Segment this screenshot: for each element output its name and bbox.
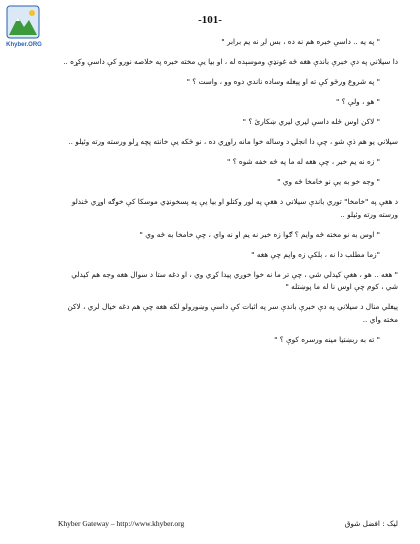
paragraph: دا سيلاني په دې خبرې باندې هغه څه غونډې وموسېده له ، او بيا يې مخته خبره په خلاصه نورو کې داسې وکړه ..: [63, 57, 398, 66]
paragraph: " لاکن اوس ځله داسې ليري ليري ښکارئ ؟ ": [242, 117, 380, 126]
paragraph: " اوس به نو مخته څه وايم ؟ ګوا زه خبر نه يم او نه واي ، چې خامخا به څه وي ": [139, 229, 380, 239]
body-text: [58, 36, 398, 354]
footer-website: Khyber Gateway – http://www.khyber.org: [58, 519, 185, 528]
paragraph: " هو ، ولې ؟ ": [336, 97, 380, 106]
footer-author: ليک : افضل شوق: [344, 519, 398, 528]
logo-caption: Khyber.ORG: [6, 42, 42, 48]
page-number: -101-: [198, 14, 222, 26]
page-footer: [58, 519, 398, 531]
paragraph: " په يه .. داسې خبره هم نه ده ، بس لږ نه يم برابر ": [221, 37, 380, 46]
paragraph: " زه نه يم خبر ، چې هغه له ما په څه خفه شوه ؟ ": [227, 157, 380, 166]
paragraph: " ته به ربښتيا مينه ورسره کوې ؟ ": [274, 334, 380, 344]
paragraph: " په شروع ورځو کې ته او پېغله وساده ناندي دوه وو ، واست ؟ ": [186, 77, 380, 86]
paragraph: پيغلي منال د سيلاني په دې خبرې باندې سر په اثبات کې داسې وښورولو لکه هغه چې هم دغه خيال لري ، لاکن مخته واي ..: [67, 302, 398, 324]
paragraph: " وجه خو به يې نو خامخا څه وي ": [277, 177, 380, 186]
paragraph: " هغه .. هو ، هغې کيدلي شي ، چې تر ما نه خوا خوږي پيدا کړي وي ، او دغه ستا د سوال هغه وجه هم کيدلي شي ، کوم چې اوس نا له ما پوښتله ": [71, 269, 398, 291]
paragraph: د هغې په "خامخا" توري باندې سيلاني د هغې په لور وکتلو او بيا يې په پسخونډي موسکا کې خوګه اوړي ځندلو ورسته ورته وئيلو ..: [71, 197, 398, 219]
paragraph: "زما مطلب دا نه ، بلکې زه وايم چې هغه ": [251, 249, 380, 259]
paragraph: سيلاني يو هم ذې شو ، چې دا انجلۍ د وساله خوا مانه راوړي ده ، نو ځکه يې خانته پچه ړلو ورسته ورته وئيلو ..: [68, 137, 398, 146]
